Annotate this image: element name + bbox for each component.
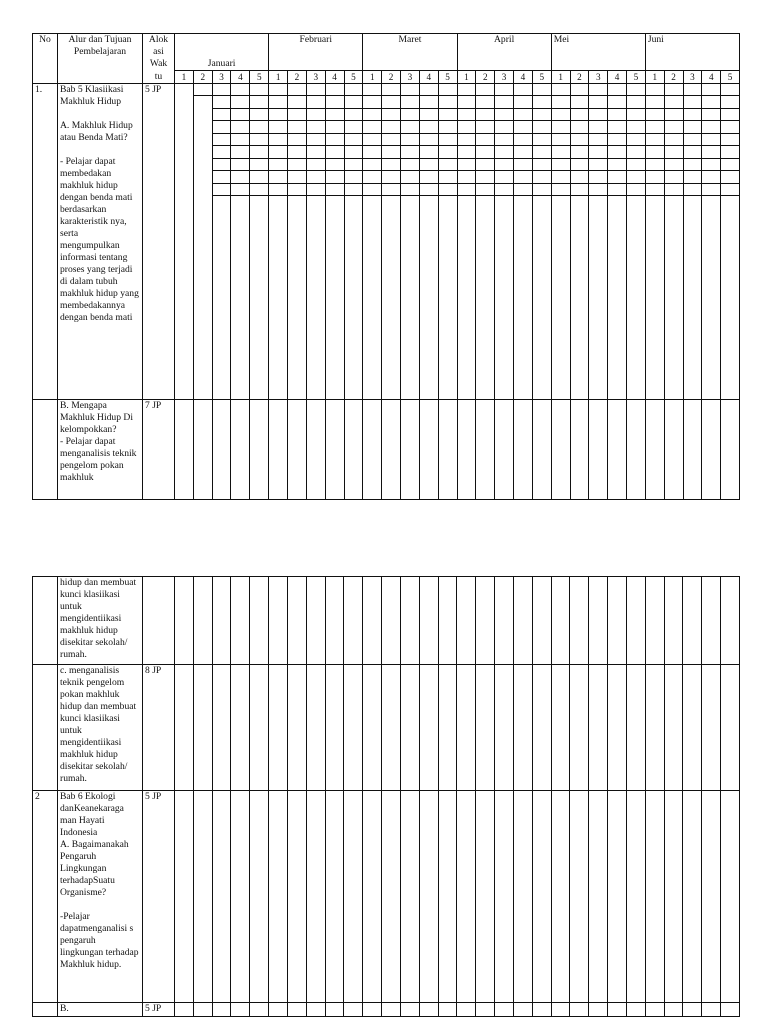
schedule-cell xyxy=(702,399,721,499)
schedule-cell xyxy=(551,1003,570,1017)
schedule-cell xyxy=(287,1003,306,1017)
schedule-table-page1 xyxy=(32,33,740,500)
learning-objective: hidup dan membuat kunci klasiikasi untuk mengidentiikasi makhluk hidup disekitar sekolah/ rumah. xyxy=(58,577,143,665)
schedule-cell xyxy=(231,577,250,665)
schedule-cell xyxy=(626,665,645,791)
schedule-cell xyxy=(288,399,307,499)
schedule-cell xyxy=(212,577,231,665)
week-header: 4 xyxy=(419,70,438,83)
schedule-cell xyxy=(287,791,306,1003)
row-number: 2 xyxy=(33,791,58,1003)
schedule-cell xyxy=(589,577,608,665)
schedule-cell xyxy=(363,83,382,399)
row-number xyxy=(33,665,58,791)
schedule-cell xyxy=(495,577,514,665)
schedule-cell xyxy=(645,83,664,399)
schedule-subgrid xyxy=(307,84,325,197)
schedule-cell xyxy=(514,399,533,499)
week-header: 3 xyxy=(683,70,702,83)
schedule-cell xyxy=(721,399,740,499)
month-header-februari: Februari xyxy=(269,34,363,71)
schedule-cell xyxy=(645,399,664,499)
schedule-cell xyxy=(344,83,363,399)
schedule-cell xyxy=(570,577,589,665)
schedule-cell xyxy=(513,577,532,665)
schedule-cell xyxy=(306,1003,325,1017)
schedule-cell xyxy=(626,791,645,1003)
schedule-cell xyxy=(344,1003,363,1017)
schedule-cell xyxy=(306,399,325,499)
month-header-maret: Maret xyxy=(363,34,457,71)
schedule-cell xyxy=(400,577,419,665)
schedule-cell xyxy=(608,791,627,1003)
schedule-cell xyxy=(306,791,325,1003)
schedule-subgrid xyxy=(721,84,739,197)
schedule-cell xyxy=(400,665,419,791)
schedule-cell xyxy=(419,399,438,499)
schedule-cell xyxy=(287,665,306,791)
schedule-cell xyxy=(608,399,627,499)
schedule-cell xyxy=(627,399,646,499)
schedule-subgrid xyxy=(552,84,570,197)
schedule-cell xyxy=(250,1003,269,1017)
schedule-cell xyxy=(457,1003,476,1017)
schedule-subgrid xyxy=(269,84,287,197)
table-row xyxy=(33,665,740,791)
schedule-subgrid xyxy=(533,84,551,197)
schedule-cell xyxy=(721,791,740,1003)
schedule-cell xyxy=(325,399,344,499)
schedule-cell xyxy=(721,1003,740,1017)
schedule-cell xyxy=(551,83,570,399)
schedule-cell xyxy=(683,83,702,399)
week-header: 4 xyxy=(608,70,627,83)
schedule-cell xyxy=(363,577,382,665)
schedule-cell xyxy=(419,791,438,1003)
schedule-cell xyxy=(551,399,570,499)
schedule-cell xyxy=(382,1003,401,1017)
schedule-cell xyxy=(269,665,288,791)
col-header-no: No xyxy=(33,34,58,84)
schedule-cell xyxy=(532,83,551,399)
schedule-cell xyxy=(645,791,664,1003)
schedule-cell xyxy=(363,399,382,499)
schedule-subgrid xyxy=(608,84,626,197)
schedule-cell xyxy=(419,1003,438,1017)
schedule-cell xyxy=(570,791,589,1003)
schedule-cell xyxy=(626,1003,645,1017)
schedule-subgrid xyxy=(382,84,400,197)
schedule-cell xyxy=(212,665,231,791)
schedule-cell xyxy=(664,791,683,1003)
schedule-cell xyxy=(495,399,514,499)
schedule-cell xyxy=(363,791,382,1003)
schedule-cell xyxy=(570,665,589,791)
schedule-cell xyxy=(175,399,194,499)
schedule-cell xyxy=(589,665,608,791)
schedule-cell xyxy=(250,83,269,399)
week-header: 1 xyxy=(363,70,382,83)
schedule-cell xyxy=(627,83,646,399)
month-header-juni: Juni xyxy=(645,34,739,71)
time-allocation: 5 JP xyxy=(143,1003,175,1017)
schedule-cell xyxy=(721,83,740,399)
schedule-subgrid xyxy=(458,84,476,197)
schedule-cell xyxy=(231,665,250,791)
week-header: 1 xyxy=(551,70,570,83)
schedule-cell xyxy=(589,83,608,399)
schedule-cell xyxy=(645,577,664,665)
schedule-subgrid xyxy=(326,84,344,197)
header-row-months xyxy=(33,34,740,71)
schedule-cell xyxy=(476,399,495,499)
schedule-cell xyxy=(269,399,288,499)
schedule-cell xyxy=(382,83,401,399)
schedule-cell xyxy=(401,83,420,399)
week-header: 1 xyxy=(457,70,476,83)
schedule-cell xyxy=(457,577,476,665)
schedule-subgrid xyxy=(231,84,249,197)
week-header: 5 xyxy=(250,70,269,83)
schedule-cell xyxy=(325,791,344,1003)
schedule-cell xyxy=(419,665,438,791)
schedule-cell xyxy=(325,83,344,399)
schedule-cell xyxy=(175,791,194,1003)
learning-objective: Bab 6 Ekologi danKeanekaraga man Hayati Indonesia A. Bagaimanakah Pengaruh Lingkungan terhadapSuatu Organisme? -Pelajar dapatmenganalisi s pengaruh lingkungan terhadap Makhluk hidup. xyxy=(58,791,143,1003)
month-header-mei: Mei xyxy=(551,34,645,71)
week-header: 3 xyxy=(589,70,608,83)
schedule-subgrid xyxy=(514,84,532,197)
schedule-cell xyxy=(457,83,476,399)
schedule-cell xyxy=(288,83,307,399)
schedule-cell xyxy=(438,665,457,791)
schedule-cell xyxy=(250,399,269,499)
schedule-cell xyxy=(269,791,288,1003)
schedule-cell xyxy=(269,577,288,665)
month-header-april: April xyxy=(457,34,551,71)
week-header: 3 xyxy=(401,70,420,83)
schedule-cell xyxy=(683,791,702,1003)
schedule-cell xyxy=(551,665,570,791)
schedule-cell xyxy=(457,665,476,791)
schedule-cell xyxy=(532,665,551,791)
schedule-cell xyxy=(231,83,250,399)
schedule-cell xyxy=(419,577,438,665)
schedule-cell xyxy=(721,665,740,791)
schedule-cell xyxy=(645,1003,664,1017)
week-header: 3 xyxy=(212,70,231,83)
schedule-subgrid xyxy=(345,84,363,197)
schedule-cell xyxy=(626,577,645,665)
schedule-cell xyxy=(193,791,212,1003)
schedule-cell xyxy=(382,665,401,791)
schedule-cell xyxy=(175,1003,194,1017)
schedule-cell xyxy=(702,577,721,665)
schedule-cell xyxy=(495,791,514,1003)
schedule-cell xyxy=(495,1003,514,1017)
row-number: 1. xyxy=(33,83,58,399)
schedule-cell xyxy=(513,665,532,791)
week-header: 2 xyxy=(570,70,589,83)
learning-objective: B. Mengapa Makhluk Hidup Di kelompokkan? - Pelajar dapat menganalisis teknik pengelom pokan makhluk xyxy=(58,399,143,499)
table-row xyxy=(33,1003,740,1017)
schedule-cell xyxy=(513,1003,532,1017)
schedule-subgrid xyxy=(194,84,212,97)
schedule-cell xyxy=(514,83,533,399)
schedule-subgrid xyxy=(401,84,419,197)
schedule-cell xyxy=(438,791,457,1003)
schedule-cell xyxy=(702,791,721,1003)
schedule-cell xyxy=(702,665,721,791)
schedule-cell xyxy=(570,83,589,399)
row-number xyxy=(33,577,58,665)
schedule-cell xyxy=(645,665,664,791)
schedule-cell xyxy=(193,1003,212,1017)
week-header: 2 xyxy=(476,70,495,83)
schedule-cell xyxy=(532,1003,551,1017)
time-allocation xyxy=(143,577,175,665)
week-header: 1 xyxy=(269,70,288,83)
schedule-cell xyxy=(495,83,514,399)
schedule-cell xyxy=(664,83,683,399)
week-header: 5 xyxy=(532,70,551,83)
schedule-cell xyxy=(212,83,231,399)
time-allocation: 5 JP xyxy=(143,83,175,399)
time-allocation: 7 JP xyxy=(143,399,175,499)
week-header: 4 xyxy=(231,70,250,83)
schedule-cell xyxy=(476,83,495,399)
schedule-cell xyxy=(193,399,212,499)
schedule-cell xyxy=(721,577,740,665)
schedule-cell xyxy=(363,1003,382,1017)
schedule-cell xyxy=(212,791,231,1003)
week-header: 3 xyxy=(495,70,514,83)
schedule-cell xyxy=(382,577,401,665)
schedule-subgrid xyxy=(420,84,438,197)
week-header: 2 xyxy=(664,70,683,83)
schedule-cell xyxy=(476,791,495,1003)
schedule-cell xyxy=(457,399,476,499)
time-allocation: 8 JP xyxy=(143,665,175,791)
schedule-cell xyxy=(589,1003,608,1017)
schedule-cell xyxy=(325,665,344,791)
schedule-cell xyxy=(532,791,551,1003)
schedule-cell xyxy=(269,1003,288,1017)
schedule-cell xyxy=(664,399,683,499)
schedule-cell xyxy=(250,577,269,665)
schedule-cell xyxy=(306,577,325,665)
schedule-subgrid xyxy=(702,84,720,197)
schedule-cell xyxy=(570,1003,589,1017)
schedule-cell xyxy=(231,399,250,499)
schedule-cell xyxy=(476,1003,495,1017)
week-header: 2 xyxy=(382,70,401,83)
schedule-cell xyxy=(175,83,194,399)
schedule-subgrid xyxy=(476,84,494,197)
schedule-cell xyxy=(231,791,250,1003)
schedule-cell xyxy=(382,791,401,1003)
col-header-alur: Alur dan Tujuan Pembelajaran xyxy=(58,34,143,84)
schedule-cell xyxy=(363,665,382,791)
schedule-subgrid xyxy=(288,84,306,197)
schedule-cell xyxy=(438,83,457,399)
schedule-cell xyxy=(400,791,419,1003)
schedule-cell xyxy=(250,665,269,791)
week-header: 1 xyxy=(175,70,194,83)
schedule-cell xyxy=(250,791,269,1003)
schedule-cell xyxy=(608,1003,627,1017)
week-header: 5 xyxy=(344,70,363,83)
schedule-cell xyxy=(702,1003,721,1017)
schedule-cell xyxy=(683,399,702,499)
week-header: 1 xyxy=(645,70,664,83)
schedule-cell xyxy=(269,83,288,399)
schedule-cell xyxy=(231,1003,250,1017)
week-header: 2 xyxy=(193,70,212,83)
schedule-cell xyxy=(570,399,589,499)
schedule-cell xyxy=(551,791,570,1003)
row-number xyxy=(33,1003,58,1017)
schedule-subgrid xyxy=(213,84,231,197)
schedule-cell xyxy=(608,83,627,399)
schedule-cell xyxy=(175,577,194,665)
learning-objective: B. xyxy=(58,1003,143,1017)
schedule-cell xyxy=(419,83,438,399)
week-header: 4 xyxy=(702,70,721,83)
row-number xyxy=(33,399,58,499)
table-row xyxy=(33,399,740,499)
schedule-cell xyxy=(193,577,212,665)
schedule-cell xyxy=(589,791,608,1003)
schedule-cell xyxy=(476,665,495,791)
schedule-cell xyxy=(532,577,551,665)
schedule-subgrid xyxy=(439,84,457,197)
schedule-subgrid xyxy=(495,84,513,197)
schedule-subgrid xyxy=(646,84,664,197)
schedule-cell xyxy=(212,1003,231,1017)
schedule-cell xyxy=(438,399,457,499)
schedule-cell xyxy=(664,577,683,665)
schedule-cell xyxy=(212,399,231,499)
schedule-subgrid xyxy=(665,84,683,197)
schedule-cell xyxy=(344,399,363,499)
week-header: 5 xyxy=(627,70,646,83)
table-row xyxy=(33,791,740,1003)
col-header-alokasi: Alok asi Wak tu xyxy=(143,34,175,84)
schedule-cell xyxy=(664,1003,683,1017)
schedule-subgrid xyxy=(571,84,589,197)
schedule-cell xyxy=(608,577,627,665)
schedule-cell xyxy=(344,665,363,791)
schedule-cell xyxy=(382,399,401,499)
week-header: 5 xyxy=(438,70,457,83)
time-allocation: 5 JP xyxy=(143,791,175,1003)
learning-objective: c. menganalisis teknik pengelom pokan makhluk hidup dan membuat kunci klasiikasi untuk mengidentiikasi makhluk hidup disekitar sekolah/ rumah. xyxy=(58,665,143,791)
schedule-cell xyxy=(401,399,420,499)
schedule-subgrid xyxy=(589,84,607,197)
schedule-cell xyxy=(175,665,194,791)
schedule-cell xyxy=(287,577,306,665)
table-row xyxy=(33,577,740,665)
schedule-subgrid xyxy=(363,84,381,197)
month-header-januari: Januari xyxy=(175,34,269,71)
schedule-cell xyxy=(438,577,457,665)
schedule-cell xyxy=(589,399,608,499)
schedule-cell xyxy=(702,83,721,399)
week-header: 2 xyxy=(288,70,307,83)
schedule-cell xyxy=(683,665,702,791)
schedule-cell xyxy=(306,83,325,399)
schedule-cell xyxy=(683,1003,702,1017)
table-row xyxy=(33,83,740,399)
schedule-subgrid xyxy=(250,84,268,197)
schedule-cell xyxy=(400,1003,419,1017)
schedule-subgrid xyxy=(684,84,702,197)
schedule-cell xyxy=(664,665,683,791)
schedule-table-page2 xyxy=(32,576,740,1017)
learning-objective: Bab 5 Klasiikasi Makhluk Hidup A. Makhluk Hidup atau Benda Mati? - Pelajar dapat membedakan makhluk hidup dengan benda mati berdasarkan karakteristik nya, serta mengumpulkan informasi tentang proses yang terjadi di dalam tubuh makhluk hidup yang membedakannya dengan benda mati xyxy=(58,83,143,399)
schedule-cell xyxy=(457,791,476,1003)
schedule-cell xyxy=(438,1003,457,1017)
schedule-cell xyxy=(344,791,363,1003)
week-header: 4 xyxy=(514,70,533,83)
schedule-cell xyxy=(193,83,212,399)
week-header: 5 xyxy=(721,70,740,83)
schedule-cell xyxy=(325,577,344,665)
schedule-cell xyxy=(495,665,514,791)
schedule-cell xyxy=(193,665,212,791)
week-header: 3 xyxy=(306,70,325,83)
schedule-cell xyxy=(532,399,551,499)
schedule-cell xyxy=(683,577,702,665)
week-header: 4 xyxy=(325,70,344,83)
schedule-cell xyxy=(306,665,325,791)
schedule-cell xyxy=(325,1003,344,1017)
schedule-cell xyxy=(551,577,570,665)
schedule-cell xyxy=(476,577,495,665)
schedule-cell xyxy=(344,577,363,665)
schedule-subgrid xyxy=(627,84,645,197)
schedule-cell xyxy=(608,665,627,791)
schedule-cell xyxy=(513,791,532,1003)
